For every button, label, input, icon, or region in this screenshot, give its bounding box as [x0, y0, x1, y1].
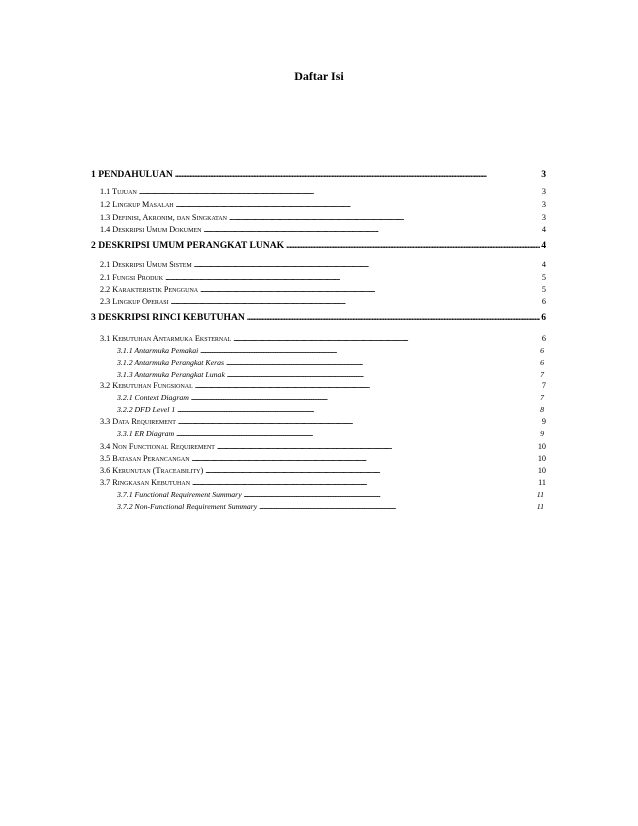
toc-entry-page: 10 — [537, 454, 546, 463]
toc-entry-page: 10 — [537, 466, 546, 475]
toc-entry[interactable] — [100, 259, 546, 271]
toc-entry-page: 5 — [541, 273, 546, 282]
toc-entry-page: 6 — [541, 312, 546, 323]
toc-entry-title: 3.3.1 ER Diagram — [117, 429, 175, 438]
toc-leader — [171, 296, 541, 308]
toc-entry[interactable] — [100, 272, 546, 284]
toc-leader — [233, 333, 541, 345]
toc-entry[interactable] — [100, 380, 546, 392]
toc-entry-page: 6 — [540, 346, 544, 355]
toc-entry[interactable] — [100, 284, 546, 296]
toc-leader — [259, 501, 536, 513]
toc-leader — [177, 404, 539, 416]
toc-entry[interactable] — [100, 453, 546, 465]
toc-entry-page: 3 — [541, 169, 546, 180]
toc-entry-page: 11 — [538, 478, 546, 487]
toc-leader — [247, 312, 540, 324]
toc-entry-page: 7 — [540, 393, 544, 402]
toc-entry[interactable] — [100, 465, 546, 477]
toc-entry-title: 3.2.1 Context Diagram — [117, 393, 189, 402]
toc-entry-page: 10 — [537, 442, 546, 451]
toc-entry-page: 3 — [541, 213, 546, 222]
toc-entry-title: 3.6 Kerunutan (Traceability) — [100, 466, 204, 475]
toc-leader — [195, 380, 541, 392]
toc-leader — [178, 416, 541, 428]
toc-entry-title: 1.2 Lingkup Masalah — [100, 200, 174, 209]
toc-leader — [176, 199, 541, 211]
toc-entry[interactable] — [100, 477, 546, 489]
toc-entry-title: 1.3 Definisi, Akronim, dan Singkatan — [100, 213, 227, 222]
toc-entry-page: 4 — [541, 240, 546, 251]
toc-leader — [286, 240, 540, 252]
toc-leader — [200, 284, 541, 296]
toc-leader — [205, 465, 537, 477]
toc-leader — [229, 212, 541, 224]
toc-entry[interactable] — [91, 312, 546, 324]
toc-entry-page: 4 — [541, 225, 546, 234]
toc-entry-title: 3.2.2 DFD Level 1 — [117, 405, 176, 414]
toc-leader — [194, 259, 541, 271]
toc-entry[interactable] — [100, 224, 546, 236]
toc-entry[interactable] — [100, 186, 546, 198]
toc-entry-page: 7 — [541, 381, 546, 390]
toc-entry-page: 6 — [540, 358, 544, 367]
toc-leader — [191, 392, 539, 404]
toc-entry-page: 9 — [541, 417, 546, 426]
toc-entry-page: 11 — [536, 502, 544, 511]
toc-leader — [203, 224, 540, 236]
toc-entry[interactable] — [100, 441, 546, 453]
toc-entry-title: 3.4 Non Functional Requirement — [100, 442, 215, 451]
toc-entry[interactable] — [117, 357, 544, 369]
toc-entry-page: 11 — [536, 490, 544, 499]
toc-leader — [175, 169, 540, 181]
toc-entry-title: 3.7.1 Functional Requirement Summary — [117, 490, 242, 499]
toc-leader — [244, 489, 536, 501]
toc-leader — [217, 441, 537, 453]
toc-entry-title: 2.2 Karakteristik Pengguna — [100, 285, 199, 294]
toc-entry-title: 3.1.1 Antarmuka Pemakai — [117, 346, 199, 355]
toc-entry-title: 3.7 Ringkasan Kebutuhan — [100, 478, 191, 487]
toc-entry-title: 3.1 Kebutuhan Antarmuka Eksternal — [100, 334, 232, 343]
toc-entry-title: 3.5 Batasan Perancangan — [100, 454, 190, 463]
toc-entry-title: 2.3 Lingkup Operasi — [100, 297, 169, 306]
toc-entry-page: 7 — [540, 370, 544, 379]
toc-entry[interactable] — [100, 333, 546, 345]
toc-entry[interactable] — [100, 296, 546, 308]
toc-entry-title: 3.2 Kebutuhan Fungsional — [100, 381, 193, 390]
toc-entry[interactable] — [91, 169, 546, 181]
toc-entry-title: 3.3 Data Requirement — [100, 417, 176, 426]
toc-leader — [200, 345, 539, 357]
toc-entry-page: 6 — [541, 334, 546, 343]
toc-entry-page: 3 — [541, 200, 546, 209]
toc-entry[interactable] — [100, 416, 546, 428]
toc-entry-title: 3 DESKRIPSI RINCI KEBUTUHAN — [91, 312, 245, 323]
toc-entry-title: 1 PENDAHULUAN — [91, 169, 173, 180]
toc-entry-title: 1.4 Deskripsi Umum Dokumen — [100, 225, 202, 234]
toc-entry-page: 8 — [540, 405, 544, 414]
toc-leader — [226, 357, 539, 369]
toc-leader — [192, 453, 537, 465]
toc-entry-title: 2 DESKRIPSI UMUM PERANGKAT LUNAK — [91, 240, 285, 251]
toc-entry-page: 5 — [541, 285, 546, 294]
toc-entry-title: 3.1.3 Antarmuka Perangkat Lunak — [117, 370, 225, 379]
toc-entry-title: 1.1 Tujuan — [100, 187, 137, 196]
toc-entry-title: 3.7.2 Non-Functional Requirement Summary — [117, 502, 258, 511]
toc-entry-page: 3 — [541, 187, 546, 196]
toc-entry-page: 6 — [541, 297, 546, 306]
toc-entry[interactable] — [117, 501, 544, 513]
toc-leader — [192, 477, 537, 489]
toc-entry[interactable] — [117, 392, 544, 404]
toc-leader — [176, 428, 539, 440]
toc-leader — [139, 186, 541, 198]
toc-entry-page: 4 — [541, 260, 546, 269]
toc-leader — [165, 272, 541, 284]
toc-entry-title: 2.1 Deskripsi Umum Sistem — [100, 260, 192, 269]
toc-entry[interactable] — [100, 212, 546, 224]
toc-entry[interactable] — [117, 345, 544, 357]
toc-entry[interactable] — [117, 489, 544, 501]
page-title: Daftar Isi — [294, 69, 344, 83]
toc-entry[interactable] — [117, 428, 544, 440]
toc-entry[interactable] — [91, 240, 546, 252]
toc-entry[interactable] — [100, 199, 546, 211]
toc-entry-title: 2.1 Fungsi Produk — [100, 273, 164, 282]
toc-entry-title: 3.1.2 Antarmuka Perangkat Keras — [117, 358, 225, 367]
toc-entry[interactable] — [117, 404, 544, 416]
toc-entry-page: 9 — [540, 429, 544, 438]
